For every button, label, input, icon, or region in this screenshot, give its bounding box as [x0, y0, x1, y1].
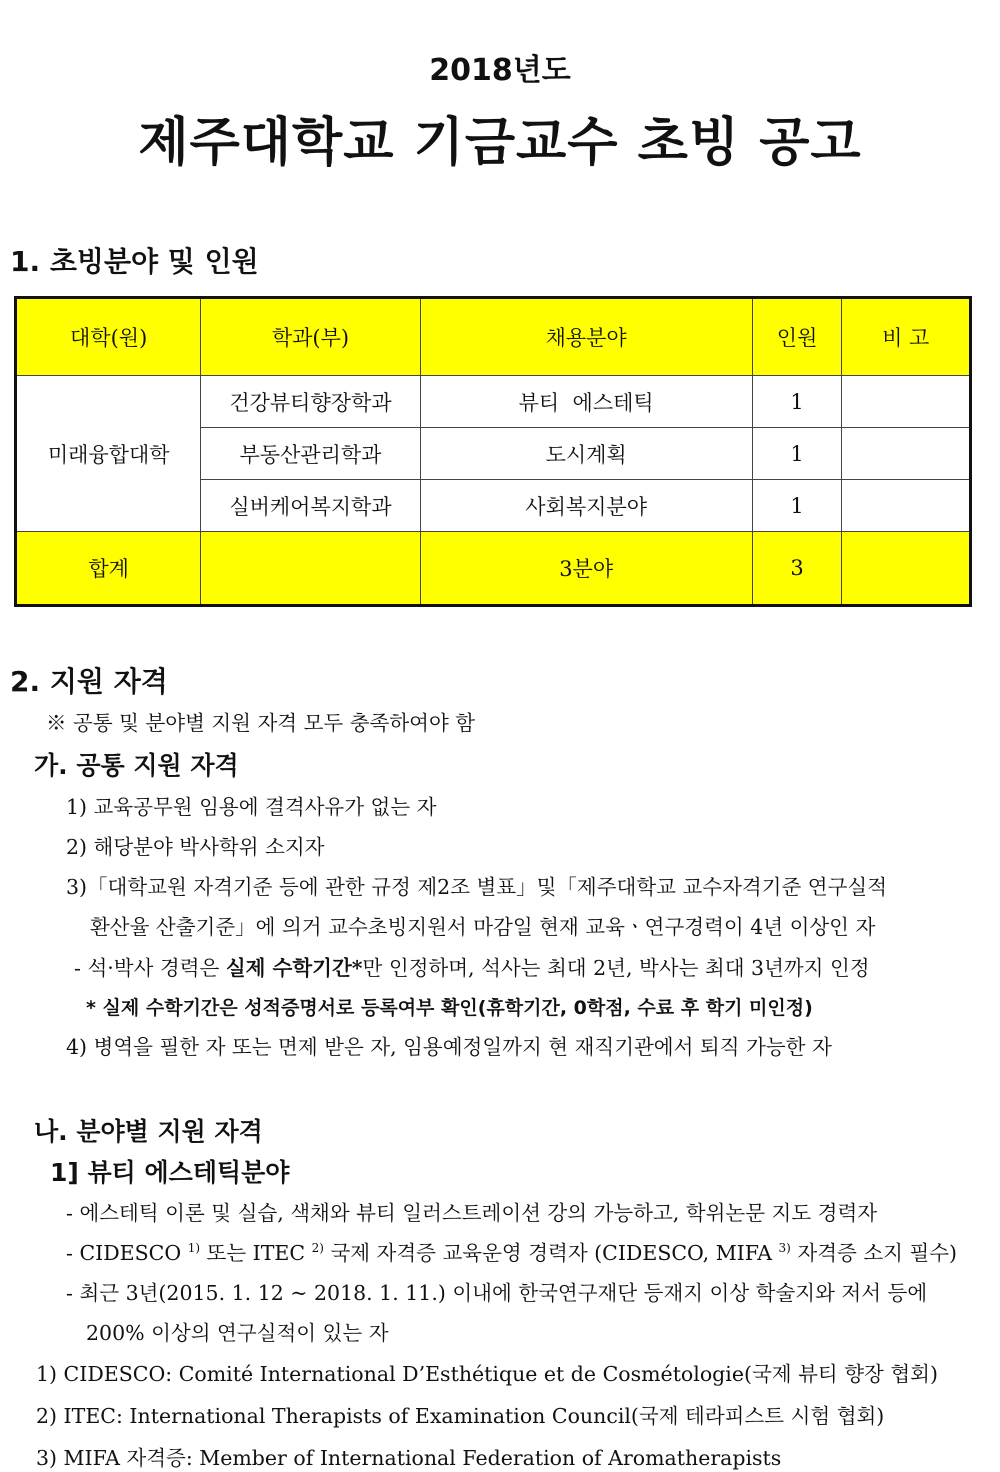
common-item-2: 2) 해당분야 박사학위 소지자 [66, 835, 325, 859]
footnote-3: 3) MIFA 자격증: Member of International Federation of Aromatherapists [36, 1446, 782, 1470]
section1-heading: 1. 초빙분야 및 인원 [10, 245, 259, 278]
count-cell: 1 [752, 428, 842, 480]
common-item-1: 1) 교육공무원 임용에 결격사유가 없는 자 [66, 795, 437, 819]
footnote-ref-3: 3) [778, 1241, 791, 1256]
count-cell: 1 [752, 480, 842, 532]
sub-item-bold: 실제 수학기간* [225, 956, 363, 980]
common-footnote: * 실제 수학기간은 성적증명서로 등록여부 확인(휴학기간, 0학점, 수료 후 학기 미인정) [86, 997, 813, 1019]
total-count-cell: 3 [752, 532, 842, 606]
total-label-cell: 합계 [16, 532, 201, 606]
col-header-field: 채용분야 [420, 298, 752, 376]
field-qualification-heading: 나. 분야별 지원 자격 [34, 1117, 263, 1146]
total-field-cell: 3분야 [420, 532, 752, 606]
note-cell [842, 376, 971, 428]
announcement-year: 2018년도 [429, 53, 571, 88]
field-cell: 뷰티 에스테틱 [420, 376, 752, 428]
college-cell: 미래융합대학 [16, 376, 201, 532]
footnote-1: 1) CIDESCO: Comité International D’Esthétique et de Cosmétologie(국제 뷰티 향장 협회) [36, 1362, 938, 1386]
note-cell [842, 428, 971, 480]
cert-text-d: 자격증 소지 필수) [790, 1241, 958, 1265]
common-item-4: 4) 병역을 필한 자 또는 면제 받은 자, 임용예정일까지 현 재직기관에서 퇴직 가능한 자 [66, 1035, 832, 1059]
footnote-ref-2: 2) [311, 1241, 324, 1256]
cert-text-c: 국제 자격증 교육운영 경력자 (CIDESCO, MIFA [323, 1241, 779, 1265]
department-cell: 건강뷰티향장학과 [201, 376, 420, 428]
col-header-college: 대학(원) [16, 298, 201, 376]
table-row [16, 376, 971, 428]
note-cell [842, 480, 971, 532]
cert-text-b: 또는 ITEC [200, 1241, 312, 1265]
beauty-item-2-cont: 200% 이상의 연구실적이 있는 자 [86, 1321, 389, 1345]
field-cell: 사회복지분야 [420, 480, 752, 532]
table-header-row [16, 298, 971, 376]
beauty-item-2: - 최근 3년(2015. 1. 12 ~ 2018. 1. 11.) 이내에 한국연구재단 등재지 이상 학술지와 저서 등에 [66, 1281, 928, 1305]
col-header-count: 인원 [752, 298, 842, 376]
common-qualification-heading: 가. 공통 지원 자격 [34, 751, 239, 780]
beauty-item-1: - 에스테틱 이론 및 실습, 색채와 뷰티 일러스트레이션 강의 가능하고, 학위논문 지도 경력자 [66, 1201, 878, 1225]
total-note-cell [842, 532, 971, 606]
sub-item-prefix: - 석·박사 경력은 [74, 956, 226, 980]
recruitment-table [14, 296, 972, 607]
common-sub-item [74, 951, 870, 981]
beauty-field-heading: 1] 뷰티 에스테틱분야 [50, 1158, 290, 1187]
department-cell: 부동산관리학과 [201, 428, 420, 480]
qualification-note: ※ 공통 및 분야별 지원 자격 모두 충족하여야 함 [46, 711, 476, 735]
common-item-3-cont: 환산율 산출기준」에 의거 교수초빙지원서 마감일 현재 교육ㆍ연구경력이 4년 이상인 자 [90, 915, 876, 939]
announcement-title: 제주대학교 기금교수 초빙 공고 [138, 113, 862, 173]
total-department-cell [201, 532, 420, 606]
department-cell: 실버케어복지학과 [201, 480, 420, 532]
field-cell: 도시계획 [420, 428, 752, 480]
beauty-item-cert [66, 1236, 957, 1266]
footnote-ref-1: 1) [187, 1241, 201, 1256]
sub-item-suffix: 만 인정하며, 석사는 최대 2년, 박사는 최대 3년까지 인정 [362, 956, 870, 980]
col-header-department: 학과(부) [201, 298, 420, 376]
cert-text-a: - CIDESCO [66, 1241, 188, 1265]
common-item-3: 3)「대학교원 자격기준 등에 관한 규정 제2조 별표」및「제주대학교 교수자격기준 연구실적 [66, 875, 888, 899]
col-header-note: 비 고 [842, 298, 971, 376]
table-total-row [16, 532, 971, 606]
section2-heading: 2. 지원 자격 [10, 665, 168, 698]
count-cell: 1 [752, 376, 842, 428]
footnote-2: 2) ITEC: International Therapists of Examination Council(국제 테라피스트 시험 협회) [36, 1404, 885, 1428]
